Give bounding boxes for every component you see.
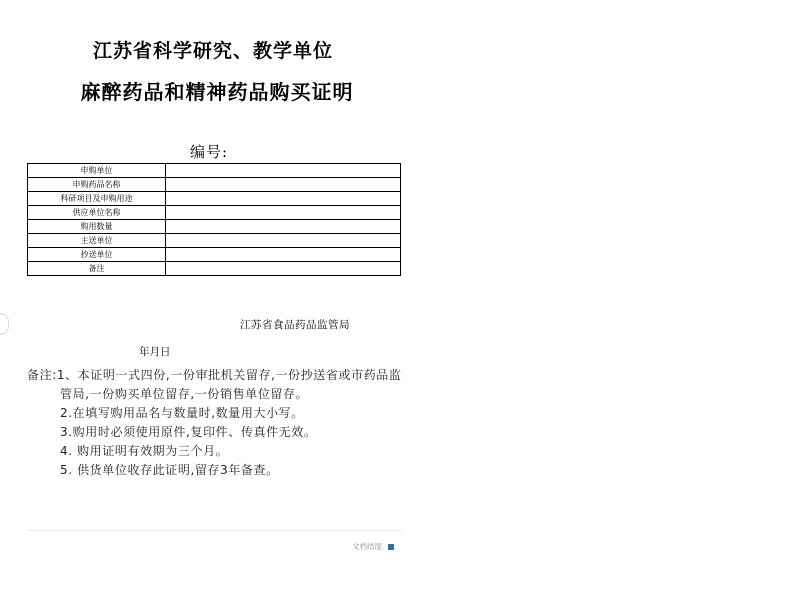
- square-icon: [388, 544, 394, 550]
- form-row-value[interactable]: [166, 178, 401, 192]
- issuing-agency: 江苏省食品药品监管局: [240, 319, 350, 331]
- form-row-value[interactable]: [166, 234, 401, 248]
- note-item: 5. 供货单位收存此证明,留存3年备查。: [60, 463, 279, 477]
- form-row-label: 抄送单位: [28, 248, 166, 262]
- note-item-1: 备注:1、本证明一式四份,一份审批机关留存,一份抄送省或市药品监管局,一份购买单位留存,一份销售单位留存。: [27, 368, 402, 401]
- form-row-value[interactable]: [166, 248, 401, 262]
- form-row-value[interactable]: [166, 164, 401, 178]
- note-item: 2.在填写购用品名与数量时,数量用大小写。: [60, 406, 304, 420]
- form-row-value[interactable]: [166, 220, 401, 234]
- form-row: [28, 234, 401, 248]
- document-end-marker: [352, 541, 394, 552]
- date-label: 年月日: [139, 346, 171, 358]
- title-line-1: 江苏省科学研究、教学单位: [92, 40, 333, 62]
- form-row-label: 备注: [28, 262, 166, 276]
- form-row-label: 科研项目及申购用途: [28, 192, 166, 206]
- form-row-label: 购用数量: [28, 220, 166, 234]
- notes-section: [27, 366, 407, 480]
- form-row: [28, 248, 401, 262]
- footer-divider: [27, 530, 402, 531]
- form-row: [28, 262, 401, 276]
- form-row-label: 主送单位: [28, 234, 166, 248]
- title-line-2: 麻醉药品和精神药品购买证明: [80, 80, 354, 104]
- form-row-value[interactable]: [166, 206, 401, 220]
- purchase-form-table: [27, 163, 401, 276]
- document-end-label: 文档结尾: [352, 542, 382, 551]
- form-row: [28, 192, 401, 206]
- note-item: 3.购用时必须使用原件,复印件、传真件无效。: [60, 425, 317, 439]
- form-row-value[interactable]: [166, 262, 401, 276]
- serial-number-label: 编号:: [190, 143, 229, 161]
- form-row: [28, 206, 401, 220]
- note-item: 4. 购用证明有效期为三个月。: [60, 444, 229, 458]
- form-row-label: 申购单位: [28, 164, 166, 178]
- form-row: [28, 164, 401, 178]
- form-row-label: 申购药品名称: [28, 178, 166, 192]
- form-row: [28, 220, 401, 234]
- form-row-label: 供应单位名称: [28, 206, 166, 220]
- form-row: [28, 178, 401, 192]
- form-row-value[interactable]: [166, 192, 401, 206]
- left-edge-tab[interactable]: [0, 313, 9, 335]
